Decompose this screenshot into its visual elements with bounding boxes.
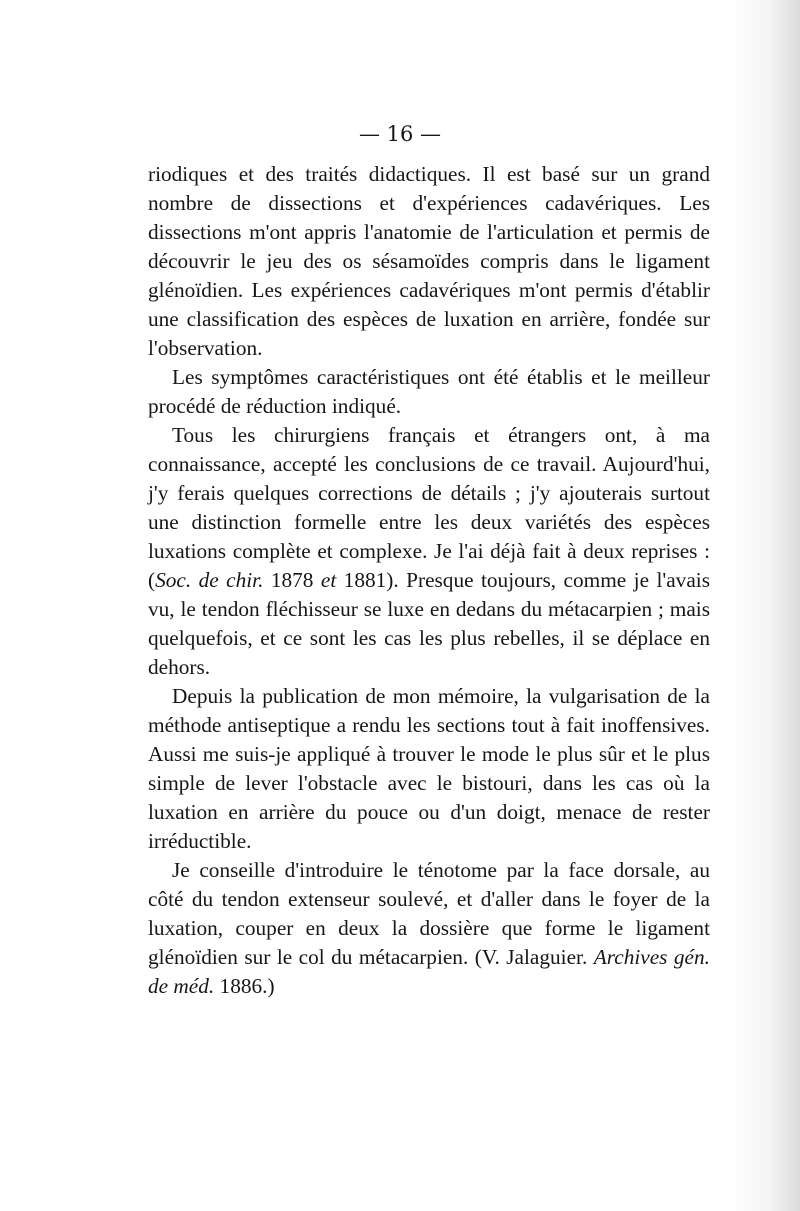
body-text	[148, 160, 710, 1001]
paragraph-3-part-b: 1878	[263, 568, 321, 592]
paragraph-3-part-c: 1881). Presque toujours, comme je l'avais vu, le tendon fléchisseur se luxe en dedans du métacarpien ; mais quelquefois, et ce sont les cas les plus rebelles, il se déplace en dehors.	[148, 568, 710, 679]
paragraph-3-italic-citation: Soc. de chir.	[155, 568, 264, 592]
paragraph-4: Depuis la publication de mon mémoire, la vulgarisation de la méthode antiseptique a rendu les sections tout à fait inoffensives. Aussi me suis-je appliqué à trouver le mode le plus sûr et le plus simple de lever l'obstacle avec le bistouri, dans les cas où la luxation en arrière du pouce ou d'un doigt, menace de rester irréductible.	[148, 684, 710, 853]
paragraph-5-part-b: 1886.)	[214, 974, 275, 998]
page-edge-shadow	[730, 0, 800, 1211]
paragraph-1: riodiques et des traités didactiques. Il est basé sur un grand nombre de dissections et d'expériences cadavériques. Les dissections m'ont appris l'anatomie de l'articulation et permis de découvrir le jeu des os sésamoïdes compris dans le ligament glénoïdien. Les expériences cadavériques m'ont permis d'établir une classification des espèces de luxation en arrière, fondée sur l'observation.	[148, 162, 710, 360]
paragraph-5-part-a: Je conseille d'introduire le ténotome par la face dorsale, au côté du tendon extenseur soulevé, et d'aller dans le foyer de la luxation, couper en deux la dossière que forme le ligament glénoïdien sur le col du métacarpien. (V. Jalaguier.	[148, 858, 710, 969]
paragraph-3-italic-et: et	[320, 568, 337, 592]
paragraph-5	[148, 856, 710, 1001]
paragraph-3	[148, 421, 710, 682]
paragraph-2: Les symptômes caractéristiques ont été établis et le meilleur procédé de réduction indiqué.	[148, 365, 710, 418]
paragraph-3-part-a: Tous les chirurgiens français et étrangers ont, à ma connaissance, accepté les conclusions de ce travail. Aujourd'hui, j'y ferais quelques corrections de détails ; j'y ajouterais surtout une distinction formelle entre les deux variétés des espèces luxations complète et complexe. Je l'ai déjà fait à deux reprises : (	[148, 423, 710, 592]
paragraph-5-italic-citation: Archives gén. de méd.	[148, 945, 710, 998]
page-number: — 16 —	[358, 122, 442, 146]
